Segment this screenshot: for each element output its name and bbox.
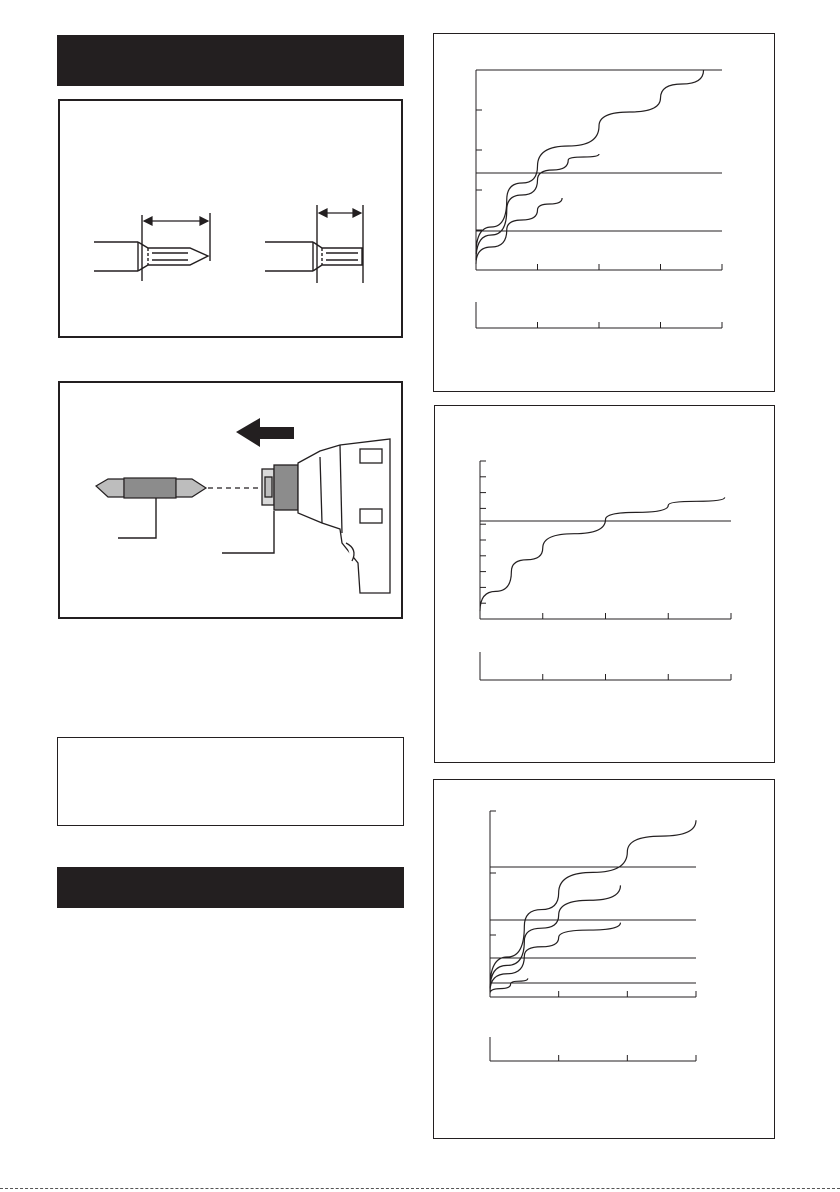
series-curve-1 [490, 820, 696, 987]
series-curve-4 [490, 978, 528, 993]
chart-axes [476, 70, 722, 328]
chart-axes [490, 811, 696, 1061]
page-bottom-dashed-rule [0, 1188, 840, 1189]
tool-chuck-icon [262, 465, 298, 510]
chart-2-svg [435, 406, 774, 762]
hex-bit-icon [265, 205, 363, 283]
series-curve-1 [480, 497, 725, 611]
chart-panel-2 [434, 405, 775, 763]
section-header-bar-bottom [57, 867, 404, 908]
chart-axes [480, 461, 731, 680]
series-curve-1 [476, 70, 704, 254]
callout-leader-line [118, 498, 274, 553]
chart-panel-1 [433, 33, 775, 392]
note-box [57, 737, 404, 826]
chart-1-svg [434, 34, 774, 391]
section-header-bar-top [57, 35, 404, 86]
bit-installation-illustration [60, 383, 401, 617]
dimension-arrow-icon [319, 209, 361, 217]
figure-bit-dimensions [58, 99, 403, 338]
dimension-arrow-icon [144, 217, 208, 225]
chart-3-svg [434, 780, 774, 1138]
tool-body-icon [298, 439, 390, 593]
figure-bit-installation [58, 381, 403, 619]
double-ended-bit-icon [96, 478, 262, 498]
insertion-arrow-icon [236, 418, 294, 447]
chart-panel-3 [433, 779, 775, 1139]
bit-dimensions-illustration [60, 101, 401, 336]
